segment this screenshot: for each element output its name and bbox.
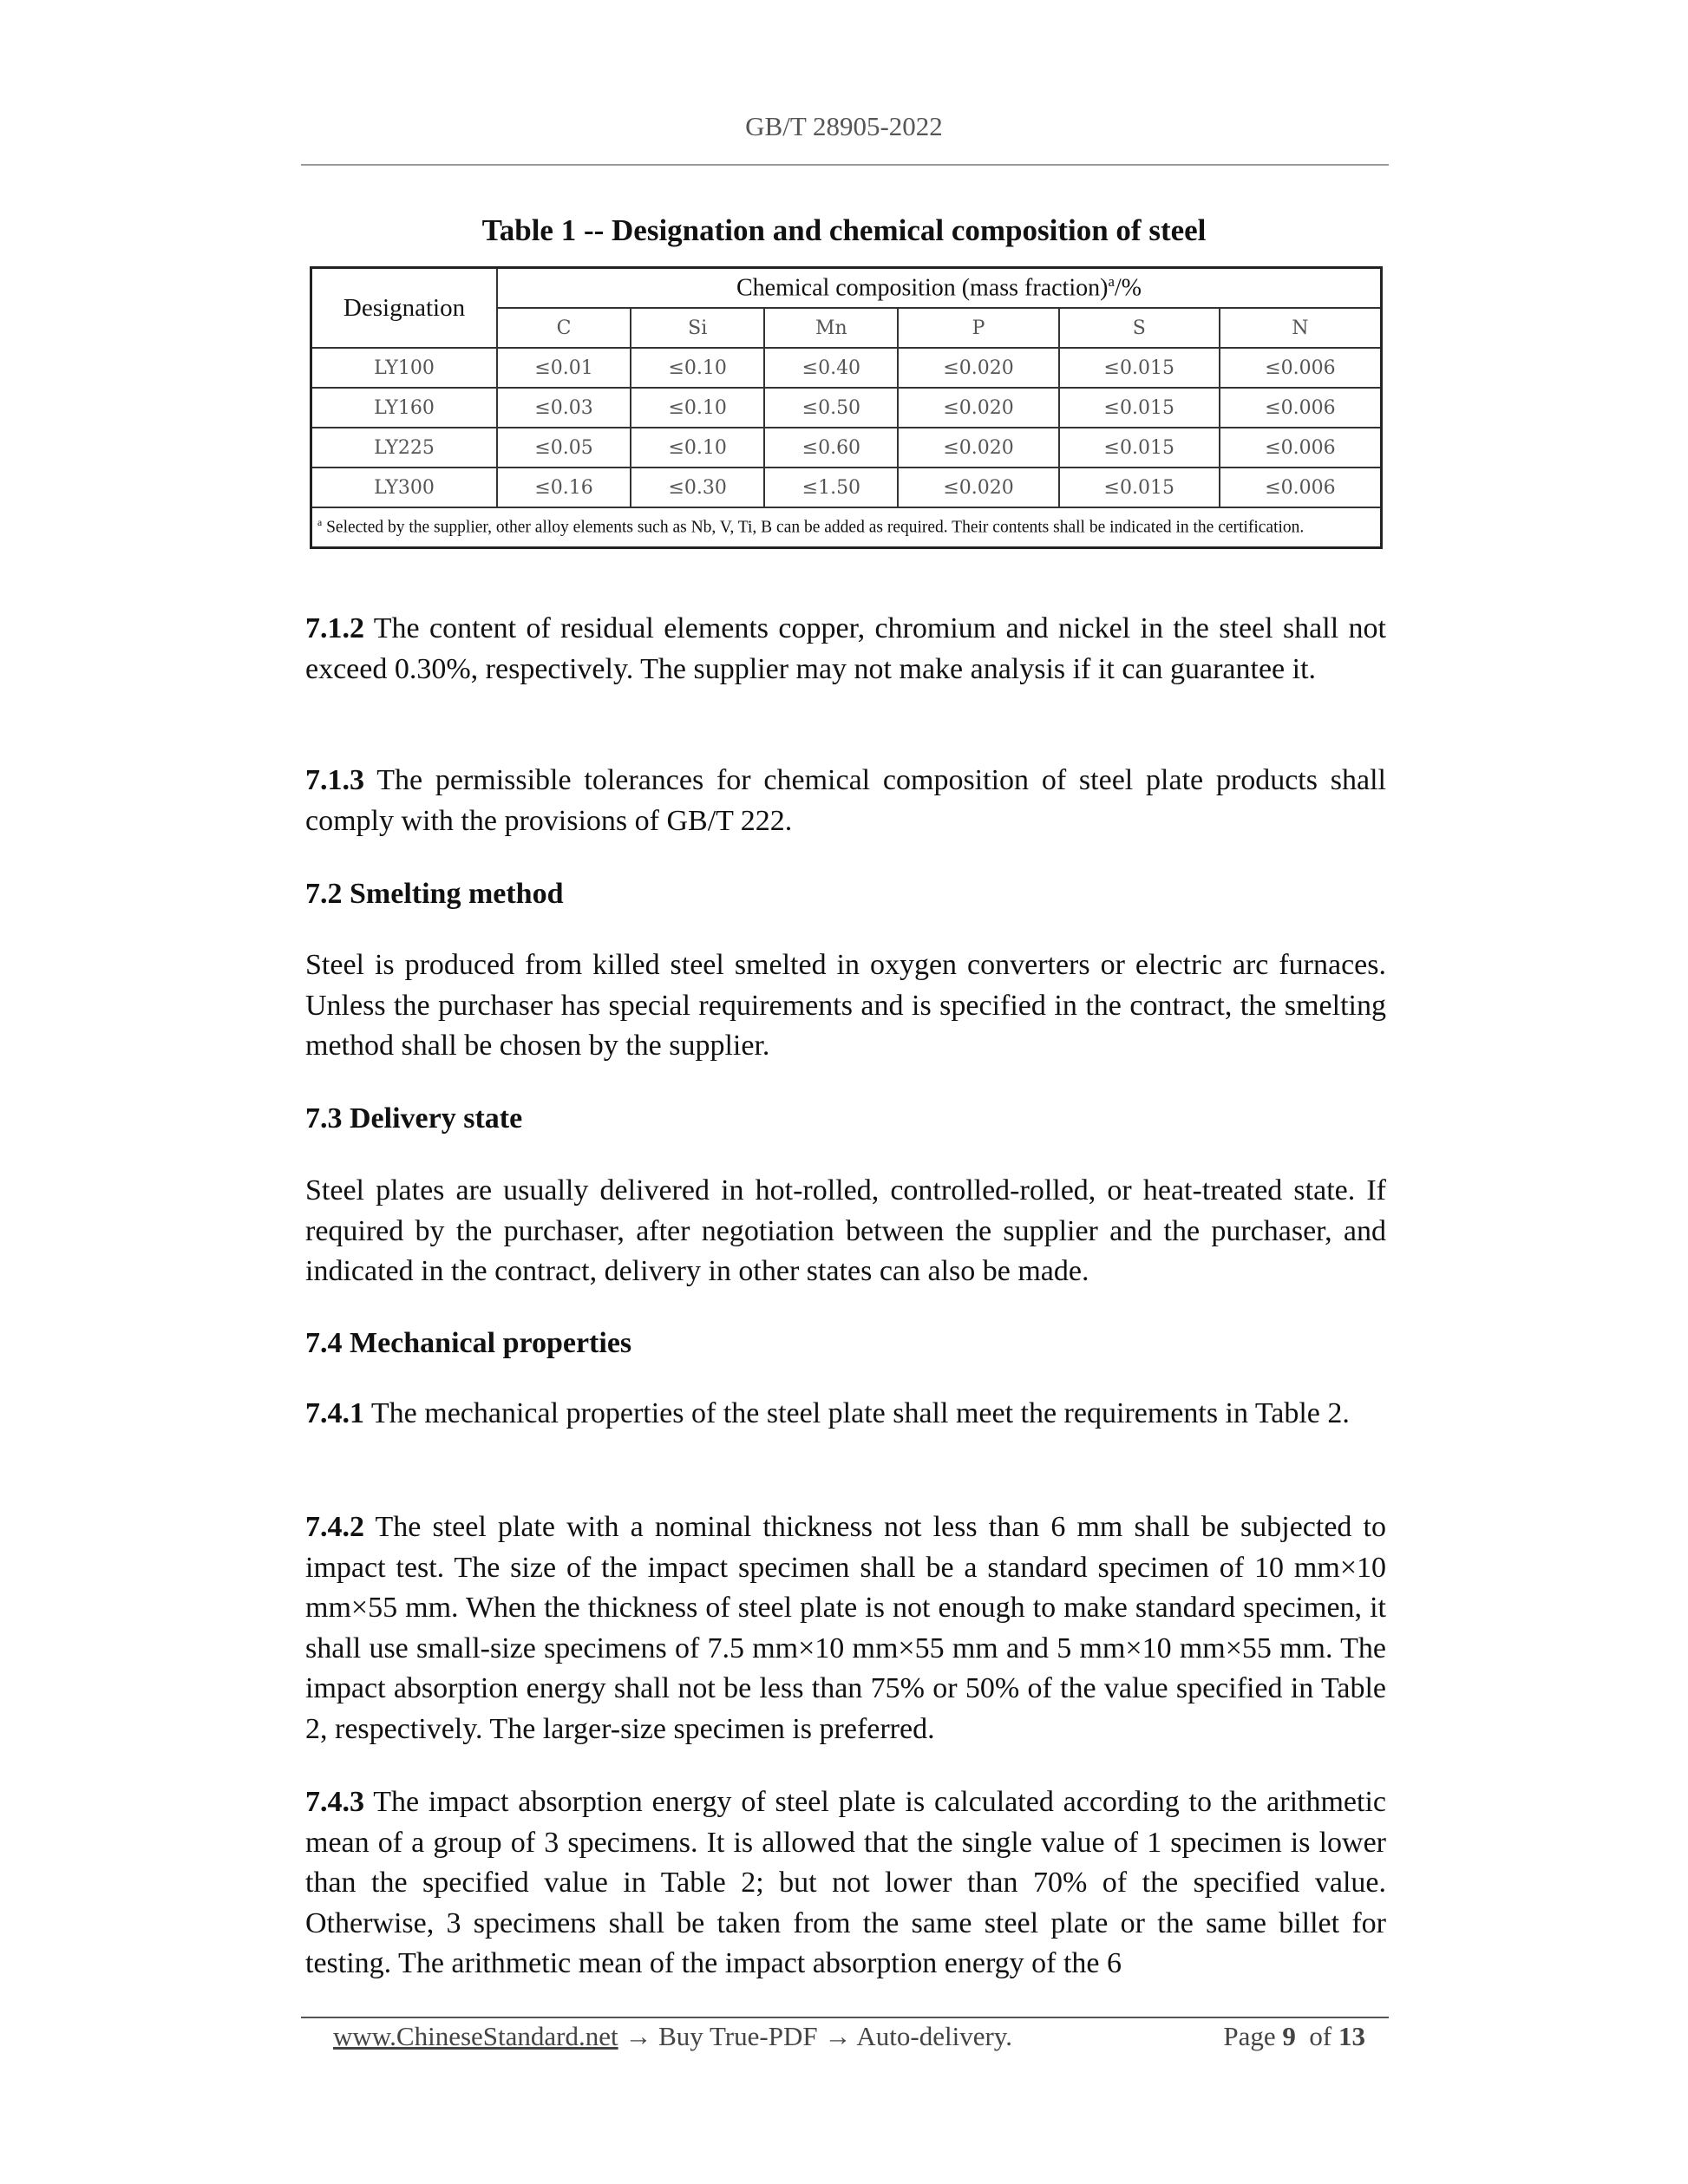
composition-header-text: Chemical composition (mass fraction) [736,274,1109,302]
composition-unit: /% [1114,274,1142,302]
value-cell: ≤0.006 [1220,388,1382,428]
page-number [1223,2021,1365,2052]
clause-number: 7.4.1 [305,1397,364,1429]
paragraph-7-3: Steel plates are usually delivered in hot-rolled, controlled-rolled, or heat-treated state. If required by the purchaser, after negotiation between the supplier and the purchaser, and indicated in the contract, delivery in other states can also be made. [305,1174,1386,1288]
designation-header: Designation [311,268,498,349]
composition-header [497,268,1382,309]
arrow-right-icon: → [824,2021,852,2051]
clause-7-1-2 [305,609,1386,690]
value-cell: ≤0.006 [1220,348,1382,388]
footnote-row [311,507,1382,548]
heading-7-3: 7.3 Delivery state [305,1102,523,1135]
designation-cell: LY100 [311,348,498,388]
clause-text: The permissible tolerances for chemical composition of steel plate products shall comply with the provisions of GB/T 222. [305,764,1386,837]
document-header: GB/T 28905-2022 [745,111,943,141]
page-label: Page [1223,2021,1276,2051]
table-title: Table 1 -- Designation and chemical composition of steel [481,213,1207,247]
value-cell: ≤0.020 [898,388,1058,428]
buy-pdf-text: Buy True-PDF [658,2021,818,2051]
clause-text: The mechanical properties of the steel plate shall meet the requirements in Table 2. [370,1397,1350,1429]
designation-cell: LY160 [311,388,498,428]
clause-number: 7.4.3 [305,1786,364,1818]
value-cell: ≤0.015 [1059,468,1220,507]
value-cell: ≤0.015 [1059,348,1220,388]
designation-cell: LY300 [311,468,498,507]
value-cell: ≤0.006 [1220,468,1382,507]
table-row [311,348,1382,388]
total-pages: 13 [1338,2021,1365,2051]
paragraph-7-2: Steel is produced from killed steel smelted in oxygen converters or electric arc furnaces. Unless the purchaser has special requirements and is specified in the contract, the smelting method shall be chosen by the supplier. [305,949,1386,1063]
table-footnote [311,507,1382,548]
clause-number: 7.1.3 [305,764,364,796]
value-cell: ≤0.10 [631,388,764,428]
clause-text: The steel plate with a nominal thickness not less than 6 mm shall be subjected to impact test. The size of the impact specimen shall be a standard specimen of 10 mm×10 mm×55 mm. When the thickness of steel plate is not enough to make standard specimen, it shall use small-size specimens of 7.5 mm×10 mm×55 mm and 5 mm×10 mm×55 mm. The impact absorption energy shall not be less than 75% or 50% of the value specified in Table 2, respectively. The larger-size specimen is preferred. [305,1511,1386,1745]
footnote-ref: a [1108,273,1115,291]
column-header: Si [631,308,764,348]
clause-number: 7.1.2 [305,612,364,644]
value-cell: ≤0.03 [497,388,631,428]
value-cell: ≤0.30 [631,468,764,507]
footer-divider [301,2017,1389,2018]
value-cell: ≤0.50 [764,388,898,428]
heading-7-2: 7.2 Smelting method [305,878,564,910]
value-cell: ≤0.006 [1220,428,1382,468]
value-cell: ≤0.10 [631,428,764,468]
website-link[interactable]: www.ChineseStandard.net [333,2021,618,2051]
value-cell: ≤0.16 [497,468,631,507]
chemical-composition-table [310,266,1383,549]
column-header: N [1220,308,1382,348]
column-header: Mn [764,308,898,348]
column-header: S [1059,308,1220,348]
value-cell: ≤0.01 [497,348,631,388]
value-cell: ≤0.020 [898,428,1058,468]
footnote-mark: a [317,517,323,529]
value-cell: ≤0.05 [497,428,631,468]
value-cell: ≤0.015 [1059,428,1220,468]
delivery-text: Auto-delivery. [856,2021,1013,2051]
value-cell: ≤0.10 [631,348,764,388]
header-divider [301,164,1389,166]
table-row [311,428,1382,468]
clause-text: The impact absorption energy of steel plate is calculated according to the arithmetic mean of a group of 3 specimens. It is allowed that the single value of 1 specimen is lower than the specified value in Table 2; but not lower than 70% of the specified value. Otherwise, 3 specimens shall be taken from the same steel plate or the same billet for testing. The arithmetic mean of the impact absorption energy of the 6 [305,1786,1386,1980]
clause-7-4-3 [305,1782,1386,1985]
value-cell: ≤1.50 [764,468,898,507]
clause-text: The content of residual elements copper, chromium and nickel in the steel shall not exceed 0.30%, respectively. The supplier may not make analysis if it can guarantee it. [305,612,1386,685]
page-footer [333,2021,1365,2052]
column-header: P [898,308,1058,348]
clause-7-4-2 [305,1507,1386,1750]
value-cell: ≤0.020 [898,468,1058,507]
value-cell: ≤0.60 [764,428,898,468]
column-header: C [497,308,631,348]
arrow-right-icon: → [625,2021,652,2051]
table-row [311,388,1382,428]
value-cell: ≤0.020 [898,348,1058,388]
heading-7-4: 7.4 Mechanical properties [305,1327,632,1359]
current-page: 9 [1282,2021,1296,2051]
clause-7-1-3 [305,761,1386,841]
of-label: of [1309,2021,1332,2051]
clause-number: 7.4.2 [305,1511,364,1543]
footnote-text: Selected by the supplier, other alloy elements such as Nb, V, Ti, B can be added as required. Their contents shall be indicated in the certification. [326,518,1305,537]
designation-cell: LY225 [311,428,498,468]
value-cell: ≤0.015 [1059,388,1220,428]
value-cell: ≤0.40 [764,348,898,388]
table-header-row [311,268,1382,309]
clause-7-4-1 [305,1394,1386,1435]
table-row [311,468,1382,507]
